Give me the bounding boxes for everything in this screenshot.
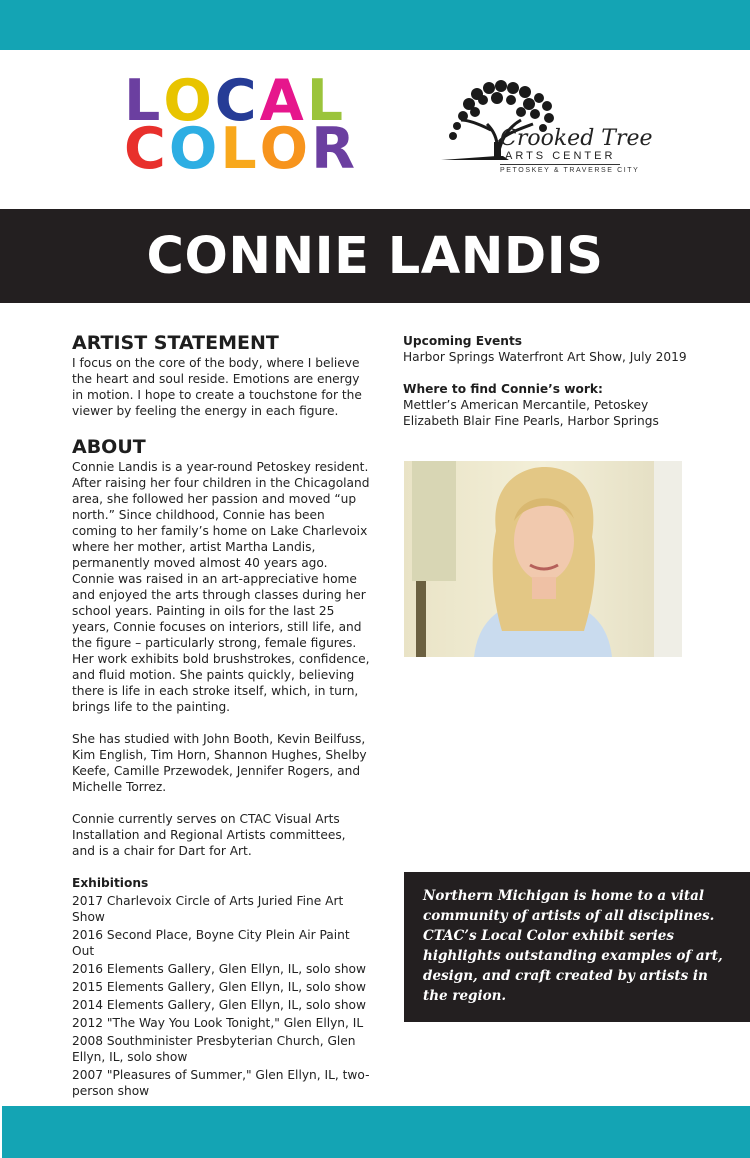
left-column <box>72 331 372 1101</box>
list-item: 2017 Charlevoix Circle of Arts Juried Fine Art Show <box>72 894 344 924</box>
about-paragraph: Connie Landis is a year-round Petoskey resident. After raising her four children in the Chicagoland area, she followed her passion and moved “up north.” Since childhood, Connie has been coming to her family’s home on Lake Charlevoix where her mother, artist Martha Landis, permanently moved almost 40 years ago. Connie was raised in an art-appreciative home and enjoyed the arts through classes during her school years. Painting in oils for the last 25 years, Connie focuses on interiors, still life, and the figure – particularly strong, female figures. Her work exhibits bold brushstrokes, confidence, and fluid motion. She paints quickly, believing there is life in each stroke itself, which, in turn, brings life to the painting. <box>72 460 370 714</box>
ctac-logo-location: PETOSKEY & TRAVERSE CITY <box>500 167 640 174</box>
statement-heading: ARTIST STATEMENT <box>72 332 279 354</box>
exhibitions-heading: Exhibitions <box>72 876 149 890</box>
exhibitions-list <box>72 893 372 1099</box>
logo-letter: L <box>220 116 260 182</box>
artist-name: CONNIE LANDIS <box>146 226 604 286</box>
ctac-logo-subtitle: ARTS CENTER <box>505 150 616 162</box>
upcoming-heading: Upcoming Events <box>403 334 523 348</box>
logo-letter: L <box>306 68 347 134</box>
artist-photo <box>404 461 682 657</box>
quote-text: Northern Michigan is home to a vital community of artists of all disciplines. CTAC’s Local Color exhibit series highlights outstanding examples of art, design, and craft created by artists in the region. <box>423 888 723 1004</box>
about-paragraph: She has studied with John Booth, Kevin Beilfuss, Kim English, Tim Horn, Shannon Hughes, Shelby Keefe, Camille Przewodek, Jennifer Rogers, and Michelle Torrez. <box>72 732 367 794</box>
statement-text: I focus on the core of the body, where I believe the heart and soul reside. Emotions are energy in motion. I hope to create a touchstone for the viewer by feeling the energy in each figure. <box>72 356 362 418</box>
list-item: 2015 Elements Gallery, Glen Ellyn, IL, solo show <box>72 980 366 994</box>
artist-portrait-image <box>404 461 682 657</box>
logo-word-color <box>124 116 359 182</box>
where-location: Elizabeth Blair Fine Pearls, Harbor Springs <box>403 414 659 428</box>
about-paragraph: Connie currently serves on CTAC Visual Arts Installation and Regional Artists committees, and is a chair for Dart for Art. <box>72 812 346 858</box>
name-banner <box>0 209 750 303</box>
right-column <box>403 333 733 429</box>
logo-letter: C <box>214 68 260 134</box>
logo-letter: O <box>163 68 215 134</box>
list-item: 2012 "The Way You Look Tonight," Glen Ellyn, IL <box>72 1016 364 1030</box>
logo-letter: O <box>259 116 312 182</box>
quote-box <box>404 872 750 1022</box>
where-location: Mettler’s American Mercantile, Petoskey <box>403 398 649 412</box>
list-item: 2016 Second Place, Boyne City Plein Air Paint Out <box>72 928 350 958</box>
list-item: 2008 Southminister Presbyterian Church, Glen Ellyn, IL, solo show <box>72 1034 356 1064</box>
where-heading: Where to find Connie’s work: <box>403 382 603 396</box>
top-teal-bar <box>0 0 750 50</box>
upcoming-event: Harbor Springs Waterfront Art Show, July 2019 <box>403 350 687 364</box>
list-item: 2014 Elements Gallery, Glen Ellyn, IL, solo show <box>72 998 366 1012</box>
list-item: 2016 Elements Gallery, Glen Ellyn, IL, solo show <box>72 962 366 976</box>
logo-letter: O <box>168 116 221 182</box>
logo-letter: C <box>124 116 169 182</box>
logo-letter: A <box>259 68 307 134</box>
logo-letter: R <box>311 116 359 182</box>
bottom-teal-bar <box>2 1106 750 1158</box>
ctac-logo-script: Crooked Tree <box>500 126 653 151</box>
about-heading: ABOUT <box>72 436 146 458</box>
ctac-logo-rule <box>500 164 620 165</box>
list-item: 2007 "Pleasures of Summer," Glen Ellyn, IL, two-person show <box>72 1068 370 1098</box>
logo-letter: L <box>124 68 164 134</box>
